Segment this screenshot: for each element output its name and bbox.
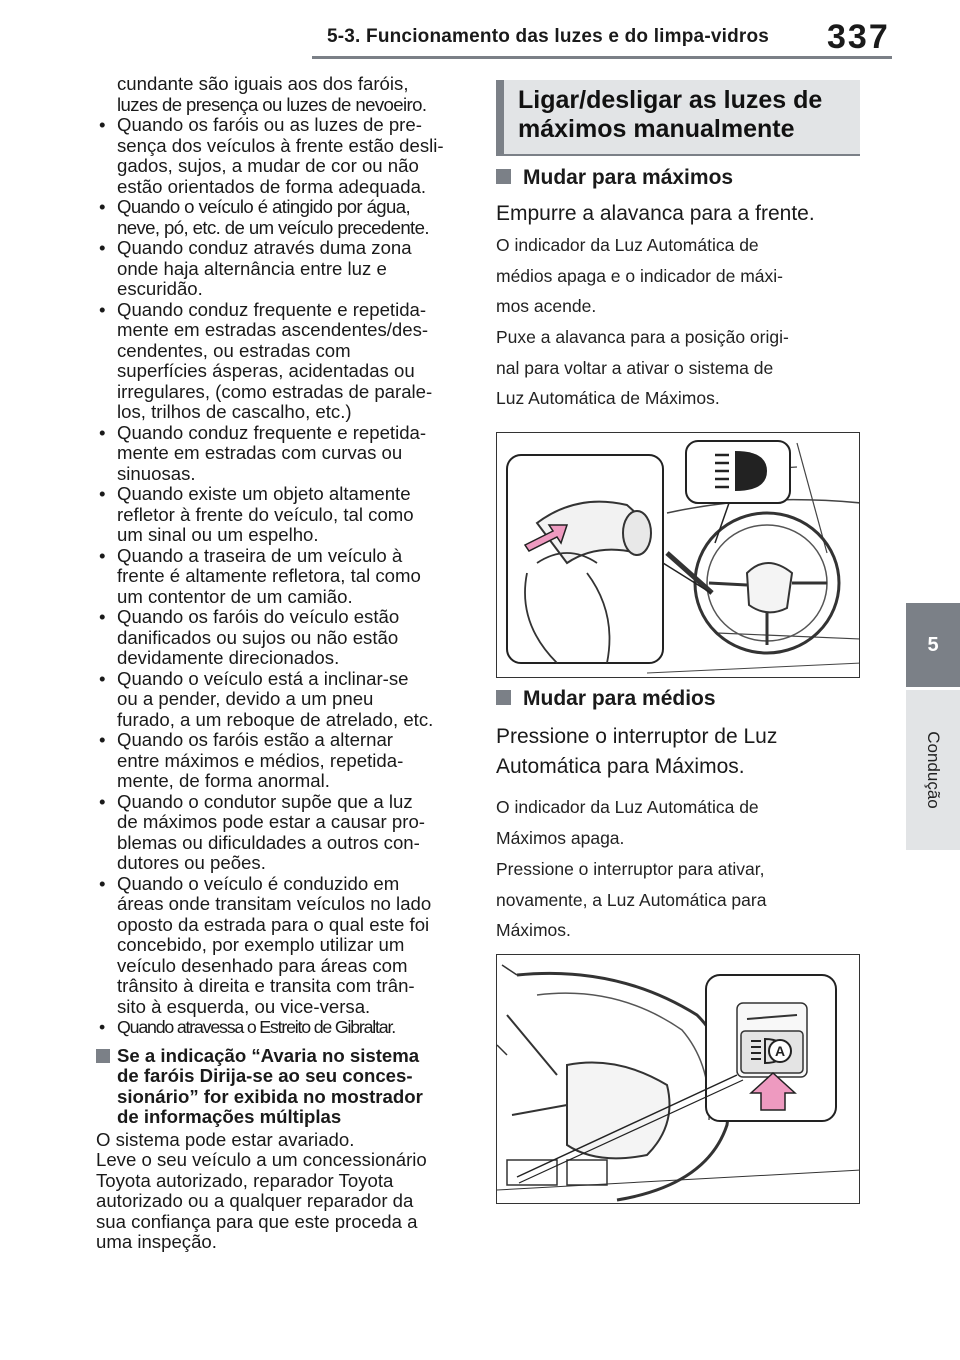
square-bullet-icon <box>496 169 511 184</box>
bullet-item: • Quando o condutor supõe que a luz de máximos pode estar a causar pro- blemas ou dificuldades a outros con- dutores ou peões. <box>96 792 468 874</box>
section-title: 5-3. Funcionamento das luzes e do limpa-vidros <box>327 26 770 47</box>
bullet-item: • Quando os faróis ou as luzes de pre- sença dos veículos à frente estão desli- gados, sujos, a mudar de cor ou não estão orientados de forma adequada. <box>96 115 468 197</box>
bullet-item: • Quando os faróis estão a alternar entre máximos e médios, repetida- mente, de forma anormal. <box>96 730 468 792</box>
header-rule <box>312 56 892 59</box>
svg-text:A: A <box>774 1043 786 1059</box>
left-column <box>96 74 468 1253</box>
lever-illustration-drawing <box>497 433 860 678</box>
warning-heading: Se a indicação “Avaria no sistema de faróis Dirija-se ao seu conces- sionário” for exibida no mostrador de informações múltiplas <box>96 1046 468 1128</box>
high-beam-note: Puxe a alavanca para a posição origi- nal para voltar a ativar o sistema de Luz Automática de Máximos. <box>496 327 789 408</box>
bullet-item: • Quando o veículo é atingido por água, neve, pó, etc. de um veículo precedente. <box>96 197 468 238</box>
high-beam-heading: Mudar para máximos <box>496 166 733 190</box>
warning-text: O sistema pode estar avariado. Leve o seu veículo a um concessionário Toyota autorizado, reparador Toyota autorizado ou a qualquer reparador da sua confiança para que este proceda a uma inspeção. <box>96 1128 427 1252</box>
continuation-text: cundante são iguais aos dos faróis, luzes de presença ou luzes de nevoeiro. <box>117 73 427 115</box>
bullet-item: • Quando o veículo está a inclinar-se ou a pender, devido a um pneu furado, a um reboque de atrelado, etc. <box>96 669 468 731</box>
low-beam-note: O indicador da Luz Automática de Máximos apaga. <box>496 797 759 848</box>
low-beam-heading: Mudar para médios <box>496 687 716 711</box>
high-beam-note: O indicador da Luz Automática de médios apaga e o indicador de máxi- mos acende. <box>496 235 783 316</box>
bullet-item: • Quando existe um objeto altamente refletor à frente do veículo, tal como um sinal ou um espelho. <box>96 484 468 546</box>
high-beam-instruction: Empurre a alavanca para a frente. <box>496 202 815 225</box>
bullet-item: • Quando atravessa o Estreito de Gibraltar. <box>96 1017 468 1038</box>
bullet-item: • Quando conduz frequente e repetida- mente em estradas com curvas ou sinuosas. <box>96 423 468 485</box>
low-beam-note: Pressione o interruptor para ativar, novamente, a Luz Automática para Máximos. <box>496 859 767 940</box>
section-heading-box <box>496 80 860 156</box>
lever-push-illustration <box>496 432 860 678</box>
chapter-tab-label[interactable] <box>906 690 960 850</box>
chapter-tab-number[interactable]: 5 <box>906 603 960 687</box>
square-bullet-icon <box>496 690 511 705</box>
bullet-item: • Quando conduz frequente e repetida- mente em estradas ascendentes/des- cendentes, ou estradas com superfícies ásperas, acidentadas ou irregulares, (como estradas de parale- los, trilhos de cascalho, etc.) <box>96 300 468 423</box>
square-bullet-icon <box>96 1049 110 1063</box>
ahb-switch-illustration <box>496 954 860 1204</box>
bullet-item: • Quando os faróis do veículo estão danificados ou sujos ou não estão devidamente direcionados. <box>96 607 468 669</box>
bullet-item: • Quando conduz através duma zona onde haja alternância entre luz e escuridão. <box>96 238 468 300</box>
chapter-label-text: Condução <box>924 731 943 809</box>
section-heading: Ligar/desligar as luzes de máximos manualmente <box>518 86 823 143</box>
page-number: 337 <box>827 18 890 56</box>
bullet-item: • Quando o veículo é conduzido em áreas onde transitam veículos no lado oposto da estrada para o qual este foi concebido, por exemplo utilizar um veículo desenhado para áreas com trânsito à direita e transita com trân- sito à esquerda, ou vice-versa. <box>96 874 468 1018</box>
bullet-item: • Quando a traseira de um veículo à frente é altamente refletora, tal como um contentor de um camião. <box>96 546 468 608</box>
page-header <box>0 0 960 70</box>
low-beam-instruction: Pressione o interruptor de Luz Automática para Máximos. <box>496 725 778 778</box>
switch-illustration-drawing <box>497 955 860 1204</box>
